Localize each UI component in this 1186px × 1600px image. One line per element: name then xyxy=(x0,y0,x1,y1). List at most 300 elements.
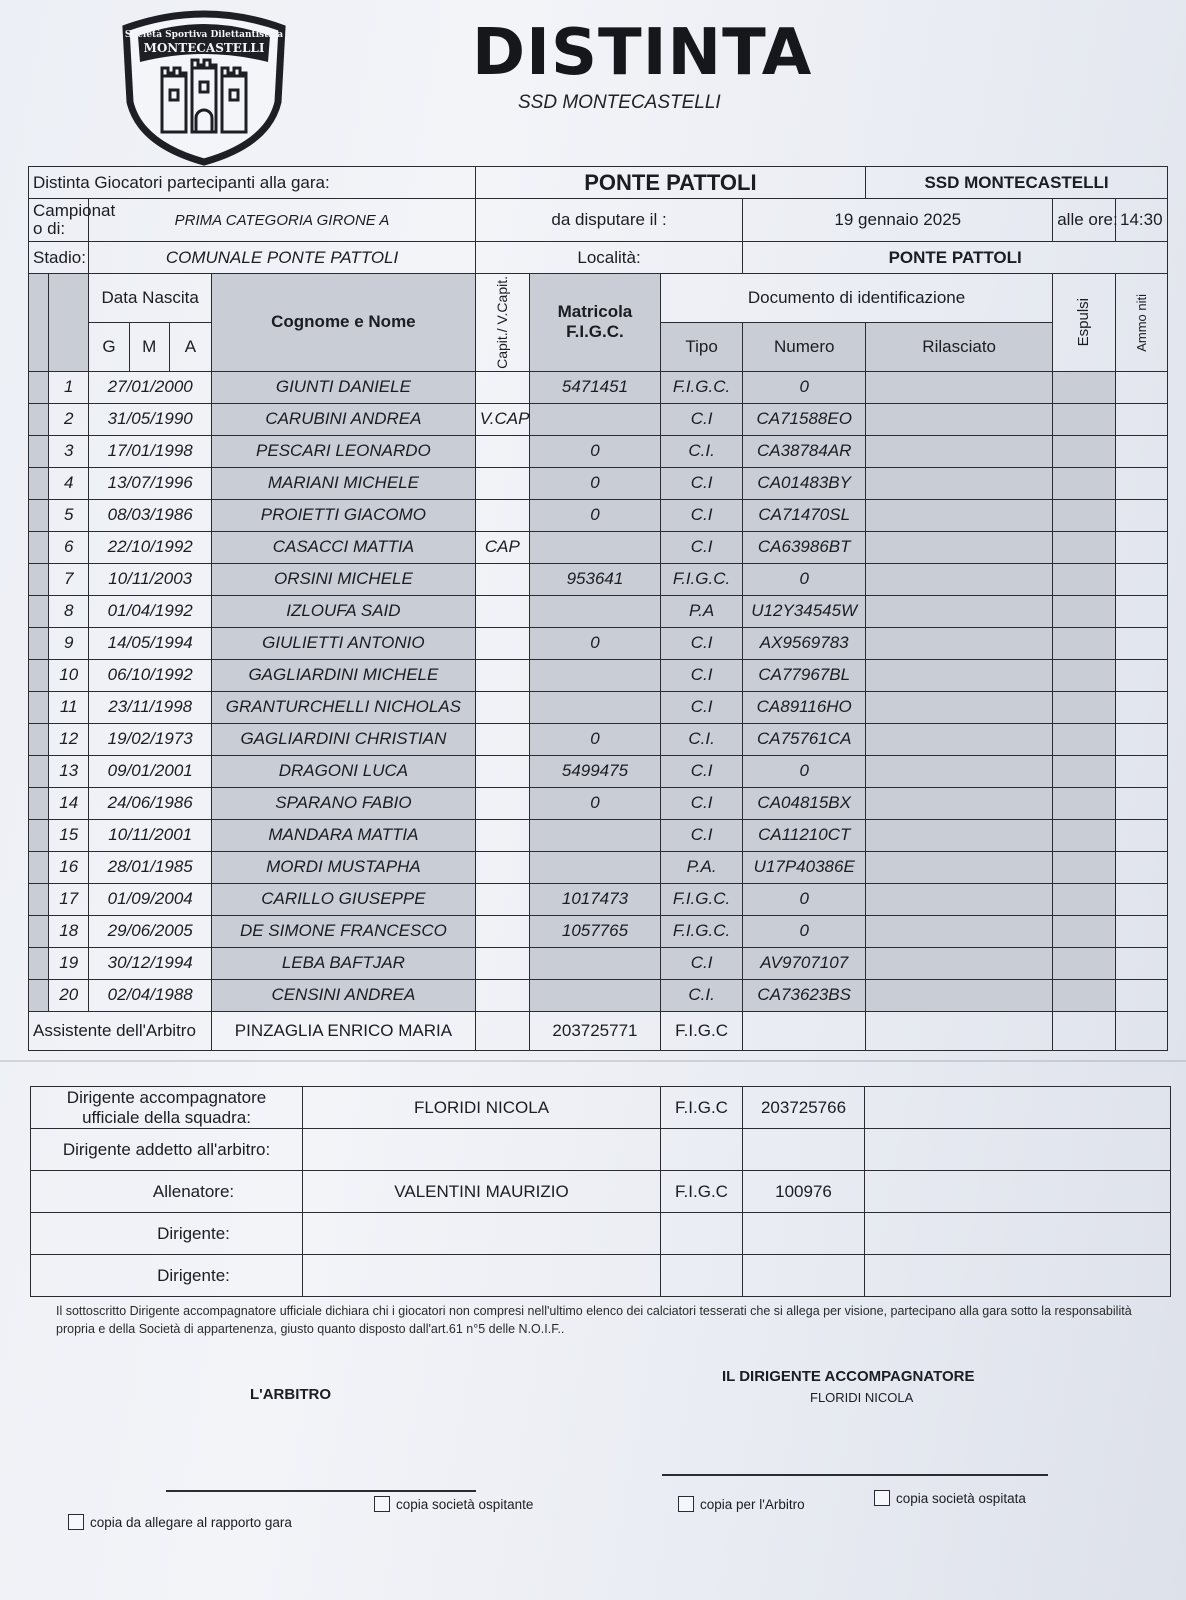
player-issued xyxy=(866,531,1053,563)
player-expelled xyxy=(1053,595,1115,627)
staff-doc-number xyxy=(743,1213,865,1255)
player-doc-number: CA01483BY xyxy=(743,467,866,499)
player-row xyxy=(29,723,1168,755)
match-date: 19 gennaio 2025 xyxy=(743,199,1053,242)
player-captain xyxy=(475,883,529,915)
player-issued xyxy=(866,851,1053,883)
referee-label: L'ARBITRO xyxy=(250,1386,332,1403)
location-label: Località: xyxy=(475,242,743,274)
player-name: CARUBINI ANDREA xyxy=(212,403,476,435)
day-header: G xyxy=(89,322,129,371)
assistant-number: 203725771 xyxy=(530,1011,661,1050)
row-margin xyxy=(29,979,49,1011)
player-captain xyxy=(475,691,529,723)
player-name: SPARANO FABIO xyxy=(212,787,476,819)
player-number: 13 xyxy=(49,755,89,787)
player-number: 18 xyxy=(49,915,89,947)
director-signature-line xyxy=(662,1474,1048,1476)
player-expelled xyxy=(1053,691,1115,723)
staff-issued xyxy=(865,1171,1171,1213)
staff-row xyxy=(31,1087,1171,1129)
row-margin xyxy=(29,499,49,531)
player-name: MANDARA MATTIA xyxy=(212,819,476,851)
name-header: Cognome e Nome xyxy=(212,274,476,372)
staff-label: Dirigente accompagnatore ufficiale della squadra: xyxy=(31,1087,303,1129)
player-warned xyxy=(1115,883,1167,915)
player-birth-date: 13/07/1996 xyxy=(89,467,212,499)
player-warned xyxy=(1115,403,1167,435)
staff-doc-type xyxy=(661,1129,743,1171)
check-rapporto[interactable] xyxy=(68,1514,292,1530)
player-doc-number: U12Y34545W xyxy=(743,595,866,627)
player-warned xyxy=(1115,371,1167,403)
player-row xyxy=(29,947,1168,979)
player-row xyxy=(29,563,1168,595)
logo-line1: Società Sportiva Dilettantistica xyxy=(124,30,284,40)
player-row xyxy=(29,691,1168,723)
players-label: Distinta Giocatori partecipanti alla gara: xyxy=(29,167,476,199)
director-name: FLORIDI NICOLA xyxy=(810,1390,914,1405)
player-expelled xyxy=(1053,915,1115,947)
player-captain xyxy=(475,947,529,979)
location-value: PONTE PATTOLI xyxy=(743,242,1168,274)
document-subtitle: SSD MONTECASTELLI xyxy=(518,92,721,113)
player-row xyxy=(29,883,1168,915)
check-arbitro[interactable] xyxy=(678,1496,805,1512)
player-expelled xyxy=(1053,435,1115,467)
player-matricola: 0 xyxy=(530,435,661,467)
check-ospitata-label: copia società ospitata xyxy=(896,1490,1026,1506)
match-time: 14:30 xyxy=(1115,199,1167,242)
player-issued xyxy=(866,627,1053,659)
row-margin xyxy=(29,659,49,691)
player-captain xyxy=(475,371,529,403)
row-margin xyxy=(29,627,49,659)
checkbox[interactable] xyxy=(68,1514,84,1530)
player-expelled xyxy=(1053,819,1115,851)
player-expelled xyxy=(1053,755,1115,787)
checkbox[interactable] xyxy=(874,1490,890,1506)
player-doc-number: CA77967BL xyxy=(743,659,866,691)
player-captain xyxy=(475,659,529,691)
player-birth-date: 22/10/1992 xyxy=(89,531,212,563)
player-row xyxy=(29,467,1168,499)
player-doc-type: C.I xyxy=(660,467,742,499)
director-label: IL DIRIGENTE ACCOMPAGNATORE xyxy=(722,1368,975,1385)
player-captain xyxy=(475,467,529,499)
player-matricola: 0 xyxy=(530,787,661,819)
staff-doc-number: 100976 xyxy=(743,1171,865,1213)
player-birth-date: 28/01/1985 xyxy=(89,851,212,883)
player-doc-type: C.I xyxy=(660,531,742,563)
assistant-name: PINZAGLIA ENRICO MARIA xyxy=(212,1011,476,1050)
player-birth-date: 09/01/2001 xyxy=(89,755,212,787)
player-matricola xyxy=(530,691,661,723)
player-name: CENSINI ANDREA xyxy=(212,979,476,1011)
player-name: CARILLO GIUSEPPE xyxy=(212,883,476,915)
player-matricola xyxy=(530,979,661,1011)
player-issued xyxy=(866,595,1053,627)
document-title: DISTINTA xyxy=(472,16,813,90)
player-birth-date: 31/05/1990 xyxy=(89,403,212,435)
player-birth-date: 17/01/1998 xyxy=(89,435,212,467)
player-doc-type: F.I.G.C. xyxy=(660,563,742,595)
document-header: Documento di identificazione xyxy=(660,274,1052,323)
player-birth-date: 02/04/1988 xyxy=(89,979,212,1011)
staff-label: Dirigente addetto all'arbitro: xyxy=(31,1129,303,1171)
player-issued xyxy=(866,499,1053,531)
player-birth-date: 23/11/1998 xyxy=(89,691,212,723)
player-matricola: 0 xyxy=(530,499,661,531)
row-margin xyxy=(29,691,49,723)
year-header: A xyxy=(169,322,211,371)
player-expelled xyxy=(1053,659,1115,691)
player-expelled xyxy=(1053,371,1115,403)
player-number: 3 xyxy=(49,435,89,467)
player-matricola xyxy=(530,659,661,691)
checkbox[interactable] xyxy=(678,1496,694,1512)
player-expelled xyxy=(1053,947,1115,979)
player-row xyxy=(29,531,1168,563)
championship-value: PRIMA CATEGORIA GIRONE A xyxy=(89,199,475,242)
player-warned xyxy=(1115,755,1167,787)
check-rapporto-label: copia da allegare al rapporto gara xyxy=(90,1514,292,1530)
player-captain xyxy=(475,851,529,883)
row-margin xyxy=(29,403,49,435)
staff-doc-type xyxy=(661,1213,743,1255)
player-birth-date: 01/09/2004 xyxy=(89,883,212,915)
check-ospitante-label: copia società ospitante xyxy=(396,1496,534,1512)
player-number: 2 xyxy=(49,403,89,435)
player-matricola xyxy=(530,947,661,979)
player-issued xyxy=(866,563,1053,595)
player-row xyxy=(29,979,1168,1011)
check-ospitata[interactable] xyxy=(874,1490,1026,1506)
player-warned xyxy=(1115,435,1167,467)
player-captain xyxy=(475,499,529,531)
matricola-header: Matricola xyxy=(557,302,633,322)
staff-doc-type: F.I.G.C xyxy=(661,1087,743,1129)
player-warned xyxy=(1115,563,1167,595)
staff-doc-type: F.I.G.C xyxy=(661,1171,743,1213)
player-matricola: 1057765 xyxy=(530,915,661,947)
row-margin xyxy=(29,723,49,755)
player-name: IZLOUFA SAID xyxy=(212,595,476,627)
player-captain: V.CAP xyxy=(475,403,529,435)
checkbox[interactable] xyxy=(374,1496,390,1512)
player-birth-date: 30/12/1994 xyxy=(89,947,212,979)
player-name: MORDI MUSTAPHA xyxy=(212,851,476,883)
staff-table xyxy=(30,1086,1171,1297)
player-captain xyxy=(475,979,529,1011)
player-doc-type: F.I.G.C. xyxy=(660,883,742,915)
player-issued xyxy=(866,403,1053,435)
row-margin xyxy=(29,755,49,787)
player-matricola: 0 xyxy=(530,627,661,659)
staff-label: Dirigente: xyxy=(31,1255,303,1297)
player-name: DE SIMONE FRANCESCO xyxy=(212,915,476,947)
player-number: 5 xyxy=(49,499,89,531)
staff-doc-number xyxy=(743,1129,865,1171)
player-warned xyxy=(1115,659,1167,691)
player-doc-type: C.I. xyxy=(660,435,742,467)
player-number: 20 xyxy=(49,979,89,1011)
player-name: GAGLIARDINI MICHELE xyxy=(212,659,476,691)
player-expelled xyxy=(1053,403,1115,435)
stadium-label: Stadio: xyxy=(29,242,89,274)
check-ospitante[interactable] xyxy=(374,1496,533,1512)
player-birth-date: 29/06/2005 xyxy=(89,915,212,947)
staff-issued xyxy=(865,1255,1171,1297)
player-row xyxy=(29,915,1168,947)
player-matricola xyxy=(530,851,661,883)
player-number: 1 xyxy=(49,371,89,403)
player-warned xyxy=(1115,627,1167,659)
staff-issued xyxy=(865,1087,1171,1129)
player-matricola xyxy=(530,595,661,627)
player-expelled xyxy=(1053,467,1115,499)
type-header: Tipo xyxy=(660,322,742,371)
staff-name xyxy=(303,1129,661,1171)
player-number: 6 xyxy=(49,531,89,563)
player-issued xyxy=(866,659,1053,691)
player-number: 12 xyxy=(49,723,89,755)
player-doc-type: C.I xyxy=(660,819,742,851)
player-doc-number: AX9569783 xyxy=(743,627,866,659)
player-doc-type: C.I. xyxy=(660,979,742,1011)
player-captain xyxy=(475,435,529,467)
player-row xyxy=(29,819,1168,851)
player-expelled xyxy=(1053,851,1115,883)
player-doc-number: CA71588EO xyxy=(743,403,866,435)
staff-name: VALENTINI MAURIZIO xyxy=(303,1171,661,1213)
player-matricola xyxy=(530,819,661,851)
player-warned xyxy=(1115,851,1167,883)
player-warned xyxy=(1115,691,1167,723)
player-row xyxy=(29,755,1168,787)
players-table xyxy=(28,166,1168,1051)
row-margin xyxy=(29,435,49,467)
player-doc-type: C.I xyxy=(660,659,742,691)
staff-issued xyxy=(865,1129,1171,1171)
player-doc-number: 0 xyxy=(743,755,866,787)
captain-header: Capit./ V.Capit. xyxy=(493,276,510,369)
player-captain xyxy=(475,787,529,819)
player-doc-type: C.I. xyxy=(660,723,742,755)
player-name: GRANTURCHELLI NICHOLAS xyxy=(212,691,476,723)
row-margin xyxy=(29,787,49,819)
player-warned xyxy=(1115,531,1167,563)
player-issued xyxy=(866,755,1053,787)
paper-fold xyxy=(0,1060,1186,1062)
player-number: 16 xyxy=(49,851,89,883)
player-doc-type: F.I.G.C. xyxy=(660,915,742,947)
player-doc-type: C.I xyxy=(660,947,742,979)
staff-name xyxy=(303,1255,661,1297)
player-issued xyxy=(866,691,1053,723)
row-margin xyxy=(29,563,49,595)
player-row xyxy=(29,851,1168,883)
player-birth-date: 06/10/1992 xyxy=(89,659,212,691)
player-issued xyxy=(866,915,1053,947)
player-doc-number: CA63986BT xyxy=(743,531,866,563)
player-name: PROIETTI GIACOMO xyxy=(212,499,476,531)
championship-label: Campionat o di: xyxy=(29,199,89,242)
player-row xyxy=(29,435,1168,467)
player-doc-number: CA11210CT xyxy=(743,819,866,851)
player-doc-number: 0 xyxy=(743,371,866,403)
player-name: CASACCI MATTIA xyxy=(212,531,476,563)
warned-header: Ammo niti xyxy=(1133,293,1149,352)
player-birth-date: 19/02/1973 xyxy=(89,723,212,755)
player-matricola: 953641 xyxy=(530,563,661,595)
stadium-value: COMUNALE PONTE PATTOLI xyxy=(89,242,475,274)
player-birth-date: 27/01/2000 xyxy=(89,371,212,403)
player-number: 17 xyxy=(49,883,89,915)
staff-label: Allenatore: xyxy=(31,1171,303,1213)
player-warned xyxy=(1115,787,1167,819)
player-warned xyxy=(1115,499,1167,531)
player-doc-type: C.I xyxy=(660,755,742,787)
player-number: 8 xyxy=(49,595,89,627)
staff-row xyxy=(31,1129,1171,1171)
player-expelled xyxy=(1053,531,1115,563)
player-expelled xyxy=(1053,563,1115,595)
staff-label: Dirigente: xyxy=(31,1213,303,1255)
player-number: 11 xyxy=(49,691,89,723)
player-issued xyxy=(866,819,1053,851)
player-doc-number: 0 xyxy=(743,563,866,595)
player-doc-type: C.I xyxy=(660,691,742,723)
player-doc-number: CA71470SL xyxy=(743,499,866,531)
player-captain xyxy=(475,595,529,627)
player-number: 15 xyxy=(49,819,89,851)
player-number: 19 xyxy=(49,947,89,979)
player-name: ORSINI MICHELE xyxy=(212,563,476,595)
player-birth-date: 10/11/2001 xyxy=(89,819,212,851)
player-expelled xyxy=(1053,883,1115,915)
player-doc-number: CA75761CA xyxy=(743,723,866,755)
player-warned xyxy=(1115,467,1167,499)
home-team: PONTE PATTOLI xyxy=(475,167,865,199)
player-number: 10 xyxy=(49,659,89,691)
row-margin xyxy=(29,595,49,627)
player-expelled xyxy=(1053,499,1115,531)
player-doc-type: C.I xyxy=(660,627,742,659)
player-row xyxy=(29,499,1168,531)
row-margin xyxy=(29,851,49,883)
logo-line2: MONTECASTELLI xyxy=(143,41,265,55)
row-margin xyxy=(29,467,49,499)
month-header: M xyxy=(129,322,169,371)
player-warned xyxy=(1115,723,1167,755)
staff-row xyxy=(31,1213,1171,1255)
player-birth-date: 01/04/1992 xyxy=(89,595,212,627)
player-captain xyxy=(475,723,529,755)
player-matricola: 5471451 xyxy=(530,371,661,403)
figc-header: F.I.G.C. xyxy=(566,322,624,342)
row-margin xyxy=(29,947,49,979)
player-captain: CAP xyxy=(475,531,529,563)
player-birth-date: 08/03/1986 xyxy=(89,499,212,531)
staff-row xyxy=(31,1255,1171,1297)
club-crest-logo xyxy=(118,6,290,166)
player-captain xyxy=(475,627,529,659)
player-doc-number: CA89116HO xyxy=(743,691,866,723)
player-matricola xyxy=(530,403,661,435)
declaration-text: Il sottoscritto Dirigente accompagnatore ufficiale dichiara chi i giocatori non compresi nell'ultimo elenco dei calciatori tesserati che si allega per visione, partecipano alla gara sotto la responsabilità propria e della Società di appartenenza, giusto quanto disposto dall'art.61 n°5 delle N.O.I.F.. xyxy=(56,1304,1132,1336)
assistant-label: Assistente dell'Arbitro xyxy=(29,1011,212,1050)
referee-signature-line xyxy=(166,1490,476,1492)
player-row xyxy=(29,371,1168,403)
player-doc-number: CA73623BS xyxy=(743,979,866,1011)
player-doc-number: U17P40386E xyxy=(743,851,866,883)
player-issued xyxy=(866,435,1053,467)
player-matricola: 1017473 xyxy=(530,883,661,915)
player-row xyxy=(29,659,1168,691)
player-doc-type: C.I xyxy=(660,403,742,435)
player-name: GIULIETTI ANTONIO xyxy=(212,627,476,659)
player-doc-number: CA04815BX xyxy=(743,787,866,819)
player-number: 9 xyxy=(49,627,89,659)
player-doc-number: 0 xyxy=(743,915,866,947)
away-team: SSD MONTECASTELLI xyxy=(866,167,1168,199)
staff-doc-number xyxy=(743,1255,865,1297)
player-number: 4 xyxy=(49,467,89,499)
player-issued xyxy=(866,947,1053,979)
date-label: da disputare il : xyxy=(475,199,743,242)
player-issued xyxy=(866,883,1053,915)
player-matricola xyxy=(530,531,661,563)
player-captain xyxy=(475,755,529,787)
player-issued xyxy=(866,371,1053,403)
player-row xyxy=(29,403,1168,435)
player-name: LEBA BAFTJAR xyxy=(212,947,476,979)
staff-row xyxy=(31,1171,1171,1213)
player-name: GIUNTI DANIELE xyxy=(212,371,476,403)
player-doc-type: C.I xyxy=(660,787,742,819)
player-issued xyxy=(866,467,1053,499)
staff-name: FLORIDI NICOLA xyxy=(303,1087,661,1129)
player-name: GAGLIARDINI CHRISTIAN xyxy=(212,723,476,755)
player-row xyxy=(29,595,1168,627)
staff-issued xyxy=(865,1213,1171,1255)
player-expelled xyxy=(1053,723,1115,755)
player-matricola: 0 xyxy=(530,467,661,499)
player-matricola: 0 xyxy=(530,723,661,755)
player-doc-number: 0 xyxy=(743,883,866,915)
player-number: 7 xyxy=(49,563,89,595)
player-row xyxy=(29,627,1168,659)
player-warned xyxy=(1115,979,1167,1011)
row-margin xyxy=(29,915,49,947)
player-name: DRAGONI LUCA xyxy=(212,755,476,787)
player-issued xyxy=(866,723,1053,755)
expelled-header: Espulsi xyxy=(1075,298,1093,347)
row-margin xyxy=(29,819,49,851)
assistant-doc-type: F.I.G.C xyxy=(660,1011,742,1050)
player-expelled xyxy=(1053,979,1115,1011)
player-expelled xyxy=(1053,627,1115,659)
player-captain xyxy=(475,915,529,947)
staff-doc-number: 203725766 xyxy=(743,1087,865,1129)
player-doc-number: CA38784AR xyxy=(743,435,866,467)
player-doc-type: P.A. xyxy=(660,851,742,883)
player-warned xyxy=(1115,595,1167,627)
player-number: 14 xyxy=(49,787,89,819)
player-name: PESCARI LEONARDO xyxy=(212,435,476,467)
player-birth-date: 24/06/1986 xyxy=(89,787,212,819)
